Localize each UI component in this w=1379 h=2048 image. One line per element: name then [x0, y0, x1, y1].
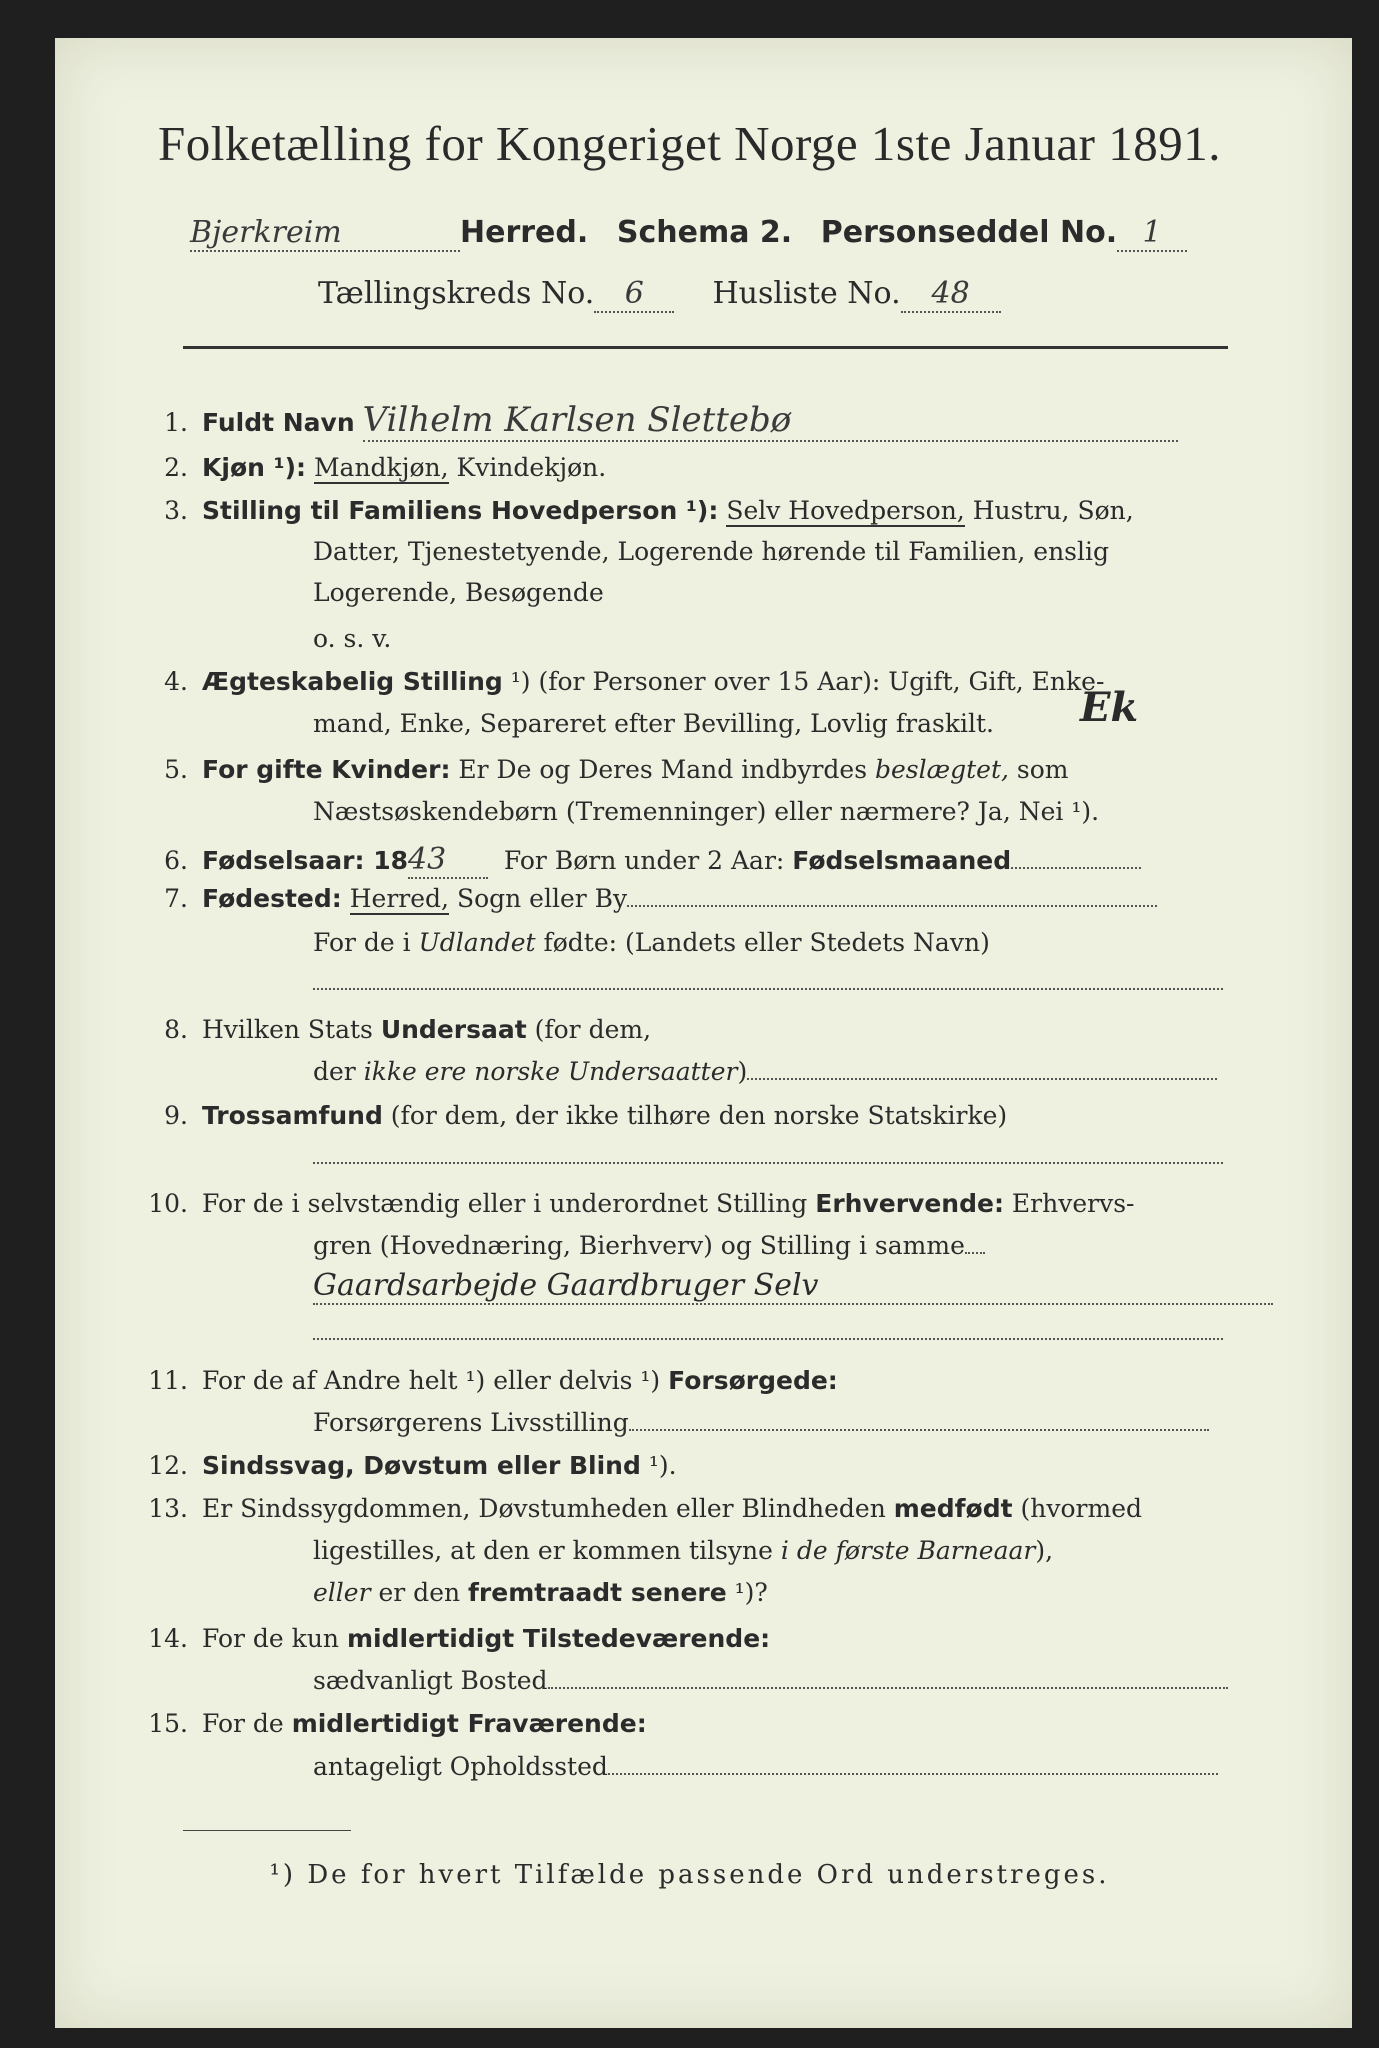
item-text: gren (Hovednæring, Bierhverv) og Stilling i samme [313, 1231, 965, 1260]
full-name-value: Vilhelm Karlsen Slettebø [363, 400, 1178, 442]
item-text: ligestilles, at den er kommen tilsyne [313, 1536, 781, 1565]
item-3-line-3: Logerende, Besøgende [313, 578, 604, 607]
item-label: Forsørgede: [668, 1366, 838, 1395]
item-label: Erhvervende: [815, 1189, 1004, 1218]
item-text: ¹). [640, 1451, 677, 1480]
item-13-line-2 [313, 1536, 1053, 1565]
item-text: ¹) (for Personer over 15 Aar): Ugift, Gift, Enke- [502, 667, 1105, 696]
occupation-value: Gaardsarbejde Gaardbruger Selv [313, 1268, 1273, 1305]
item-number: 13. [148, 1494, 188, 1523]
item-text: For de i selvstændig eller i underordnet Stilling [202, 1189, 816, 1218]
marital-status-value: Ek [1080, 684, 1139, 731]
item-label: midlertidigt Fraværende: [291, 1709, 647, 1738]
item-number: 5. [164, 755, 188, 784]
item-label: Ægteskabelig Stilling [202, 667, 503, 696]
item-text: antageligt Opholdssted [313, 1752, 608, 1781]
item-label: Kjøn ¹): [202, 453, 306, 482]
item-text: For de i [313, 928, 419, 957]
item-13 [130, 1494, 1142, 1523]
item-emphasis: eller [313, 1578, 371, 1607]
item-number: 14. [148, 1624, 188, 1653]
occupation-dots [965, 1252, 985, 1254]
foreign-birthplace-field [313, 988, 1223, 990]
item-text: Er De og Deres Mand indbyrdes [450, 755, 875, 784]
item-number: 11. [148, 1366, 188, 1395]
item-15-line-2 [313, 1752, 1218, 1781]
option-kvindekjon: Kvindekjøn. [456, 453, 607, 482]
item-label: medfødt [893, 1494, 1013, 1523]
item-label: Stilling til Familiens Hovedperson ¹): [202, 496, 719, 525]
item-12 [130, 1451, 677, 1480]
item-text: ¹)? [726, 1578, 768, 1607]
item-text: fødte: (Landets eller Stedets Navn) [535, 928, 990, 957]
personseddel-label: Personseddel No. [820, 215, 1118, 250]
item-emphasis: Udlandet [418, 928, 536, 957]
item-9 [130, 1101, 1007, 1130]
item-text: (hvormed [1012, 1494, 1142, 1523]
birth-year-value: 43 [408, 842, 488, 879]
item-13-line-3 [313, 1578, 768, 1607]
item-emphasis: ikke ere norske Undersaatter [363, 1057, 738, 1086]
item-8 [130, 1015, 651, 1044]
item-number: 8. [164, 1015, 188, 1044]
option-selv-hovedperson: Selv Hovedperson, [726, 496, 965, 525]
header-line-2 [318, 276, 1001, 313]
form-title: Folketælling for Kongeriget Norge 1ste Januar 1891. [158, 116, 1221, 171]
item-text: Forsørgerens Livsstilling [313, 1408, 629, 1437]
item-emphasis: beslægtet, [875, 755, 1009, 784]
item-text: Hustru, Søn, [972, 496, 1134, 525]
item-text: For de [202, 1709, 292, 1738]
item-8-line-2 [313, 1057, 1217, 1086]
item-14-line-2 [313, 1666, 1228, 1695]
item-11-line-2 [313, 1408, 1209, 1437]
husliste-value: 48 [901, 276, 1001, 313]
item-4 [130, 667, 1104, 696]
item-text: sædvanligt Bosted [313, 1666, 548, 1695]
item-3-line-2: Datter, Tjenestetyende, Logerende hørende til Familien, enslig [313, 537, 1110, 566]
item-4-line-2: mand, Enke, Separeret efter Bevilling, Lovlig fraskilt. [313, 709, 994, 738]
item-number: 15. [148, 1709, 188, 1738]
item-10 [130, 1189, 1134, 1218]
item-text: Er Sindssygdommen, Døvstumheden eller Blindheden [202, 1494, 894, 1523]
item-label: Fødested: [202, 884, 342, 913]
item-text: For de af Andre helt ¹) eller delvis ¹) [202, 1366, 669, 1395]
item-number: 1. [164, 408, 188, 437]
option-mandkjon: Mandkjøn, [313, 453, 449, 482]
item-number: 6. [164, 846, 188, 875]
item-number: 2. [164, 453, 188, 482]
item-5-line-2: Næstsøskendebørn (Tremenninger) eller nærmere? Ja, Nei ¹). [313, 797, 1100, 826]
item-10-line-2 [313, 1231, 985, 1260]
item-label: Undersaat [380, 1015, 527, 1044]
item-label: Trossamfund [202, 1101, 383, 1130]
item-1 [130, 400, 1178, 442]
provider-field [629, 1429, 1209, 1431]
item-7-line-2 [313, 928, 990, 957]
item-text: For Børn under 2 Aar: [503, 846, 793, 875]
item-number: 4. [164, 667, 188, 696]
occupation-field-2 [313, 1338, 1223, 1340]
item-14 [130, 1624, 770, 1653]
option-herred: Herred, [349, 884, 449, 913]
footnote: ¹) De for hvert Tilfælde passende Ord understreges. [269, 1860, 1110, 1890]
item-text: Sogn eller By [456, 884, 628, 913]
citizenship-field [747, 1078, 1217, 1080]
item-15 [130, 1709, 647, 1738]
item-3-line-4: o. s. v. [313, 624, 392, 653]
item-text: Erhvervs- [1003, 1189, 1135, 1218]
item-label: Fødselsaar: 18 [202, 846, 408, 875]
kreds-value: 6 [594, 276, 674, 313]
item-label: For gifte Kvinder: [202, 755, 451, 784]
temporary-residence-field [608, 1773, 1218, 1775]
kreds-label: Tællingskreds No. [318, 276, 595, 311]
herred-value: Bjerkreim [190, 215, 460, 252]
item-emphasis: i de første Barneaar [780, 1536, 1036, 1565]
birth-month-field [1011, 867, 1141, 869]
husliste-label: Husliste No. [712, 276, 901, 311]
item-text: der [313, 1057, 364, 1086]
item-text: som [1008, 755, 1069, 784]
item-text: er den [370, 1578, 469, 1607]
item-5 [130, 755, 1069, 784]
item-text: (for dem, der ikke tilhøre den norske Statskirke) [382, 1101, 1008, 1130]
birthplace-field [627, 905, 1157, 907]
herred-label: Herred. [460, 215, 589, 250]
item-3 [130, 496, 1134, 525]
item-label: Fødselsmaaned [792, 846, 1012, 875]
footnote-rule [183, 1830, 351, 1831]
item-text: ) [737, 1057, 748, 1086]
item-text: Hvilken Stats [202, 1015, 381, 1044]
item-label: fremtraadt senere [468, 1578, 727, 1607]
item-number: 7. [164, 884, 188, 913]
item-text: (for dem, [526, 1015, 652, 1044]
header-line-1 [190, 215, 1187, 252]
item-label: Sindssvag, Døvstum eller Blind [202, 1451, 641, 1480]
item-2 [130, 453, 606, 482]
item-number: 10. [148, 1189, 188, 1218]
item-label: midlertidigt Tilstedeværende: [346, 1624, 771, 1653]
item-text: For de kun [202, 1624, 347, 1653]
item-number: 9. [164, 1101, 188, 1130]
item-number: 3. [164, 496, 188, 525]
item-7 [130, 884, 1157, 913]
item-6 [130, 842, 1141, 879]
item-11 [130, 1366, 838, 1395]
item-number: 12. [148, 1451, 188, 1480]
item-label: Fuldt Navn [202, 408, 355, 437]
personseddel-value: 1 [1117, 215, 1187, 252]
item-text: ), [1035, 1536, 1054, 1565]
schema-label: Schema 2. [616, 215, 793, 250]
usual-residence-field [548, 1687, 1228, 1689]
religion-field [313, 1162, 1223, 1164]
header-rule [183, 346, 1228, 349]
